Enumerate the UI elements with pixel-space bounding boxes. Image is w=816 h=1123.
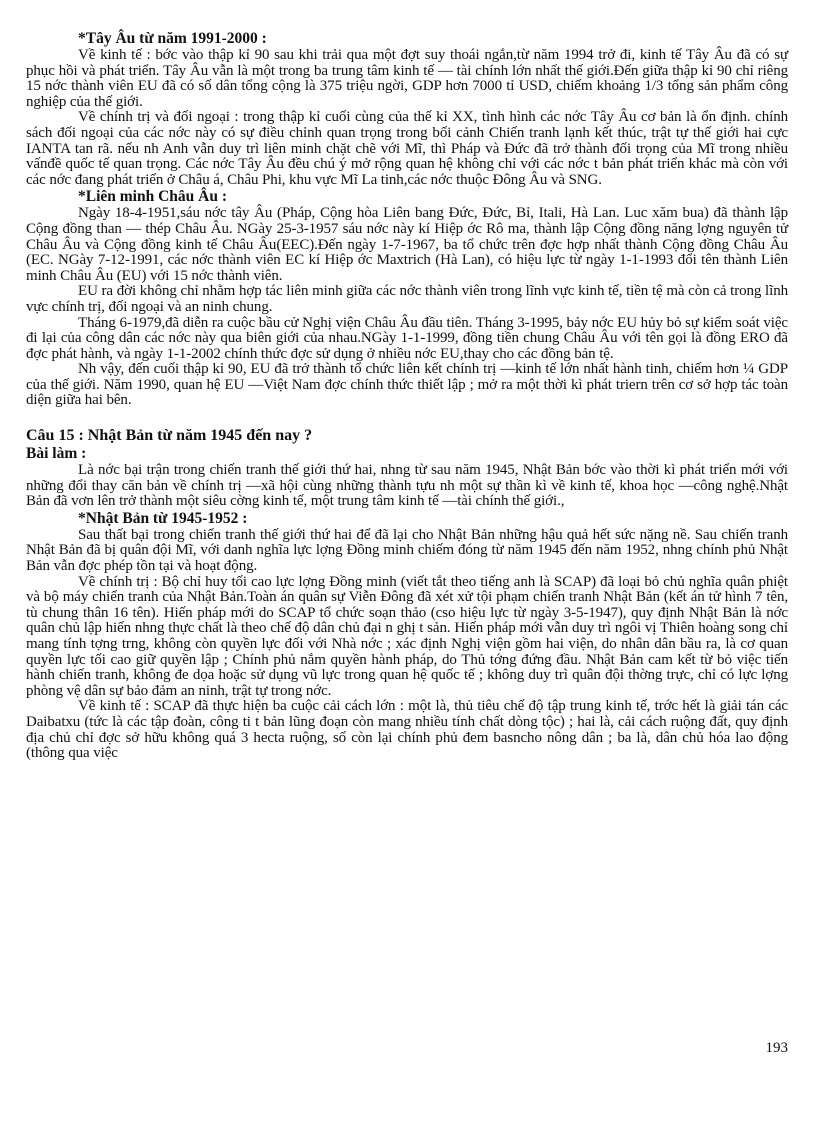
- question-title: Câu 15 : Nhật Bản từ năm 1945 đến nay ?: [26, 427, 313, 445]
- paragraph: Tháng 6-1979,đã diễn ra cuộc bầu cử Nghị viện Châu Âu đầu tiên. Tháng 3-1995, bảy nớc EU hủy bỏ sự kiểm soát việc đi lại của công dân các nớc này qua biên giới của nhau.NGày 1-1-1999, đồng tiền chung Châu Âu với tên gọi là đồng ERO đã đợc phát hành, và ngày 1-1-2002 chính thức đợc sử dụng ở nhiều nớc EU,thay cho các đồng bản tệ.: [26, 314, 788, 362]
- section-heading-eu: *Liên minh Châu Âu :: [78, 188, 228, 206]
- section-heading-tay-au: *Tây Âu từ năm 1991-2000 :: [78, 30, 267, 47]
- paragraph: Về kinh tế : bớc vào thập kỉ 90 sau khi trải qua một đợt suy thoái ngắn,từ năm 1994 trở đi, kinh tế Tây Âu đã có sự phục hồi và phát triển. Tây Âu vẫn là một trong ba trung tâm kinh tế — tài chính lớn nhất thế giới.Đến giữa thập kỉ 90 chỉ riêng 15 nớc thành viên EU đã có số dân tổng cộng là 375 triệu ngời, GDP hơn 7000 tỉ USD, chiếm khoảng 1/3 tổng sản phẩm công nghiệp của thế giới.: [26, 47, 788, 110]
- paragraph: Về chính trị : Bộ chỉ huy tối cao lực lợng Đồng minh (viết tắt theo tiếng anh là SCAP) đã loại bỏ chủ nghĩa quân phiệt và bộ máy chiến tranh của Nhật Bản.Toàn án quân sự Viễn Đông đã xét xử tội phạm chiến tranh Nhật Bản (kết án tử hình 7 tên, tù chung thân 16 tên). Hiến pháp mới do SCAP tổ chức soạn thảo (cso hiệu lực từ ngày 3-5-1947), quy định Nhật Bản là nớc quân chủ lập hiến nhng thực chất là theo chế độ dân chủ đại n ghị t sản. Hiến pháp mới vẫn duy trì ngôi vị Thiên hoàng song chỉ mang tính tợng trng, không còn quyền lực đối với Nhà nớc ; xác định Nghị viện gồm hai viện, do nhân dân bầu ra, là cơ quan quyền lực tối cao giữ quyền lập ; Chính phủ nắm quyền hành pháp, do Thủ tớng đứng đầu. Nhật Bản cam kết từ bỏ việc tiến hành chiến tranh, không đe dọa hoặc sử dụng vũ lực trong quan hệ quốc tế ; không duy trì quân đội thờng trực, chỉ có lực lợng phòng vệ dân sự bảo đảm an ninh, trật tự trong nớc.: [26, 573, 788, 699]
- answer-label: Bài làm :: [26, 445, 87, 463]
- paragraph: Nh vậy, đến cuối thập kỉ 90, EU đã trở thành tổ chức liên kết chính trị —kinh tế lớn nhất hành tinh, chiếm hơn ¼ GDP của thế giới. Năm 1990, quan hệ EU —Việt Nam đợc chính thức thiết lập ; mở ra một thời kì phát triern trên cơ sở hợp tác toàn diện giữa hai bên.: [26, 361, 788, 409]
- paragraph: Về kinh tế : SCAP đã thực hiện ba cuộc cải cách lớn : một là, thủ tiêu chế độ tập trung kinh tế, trớc hết là giải tán các Daibatxu (tức là các tập đoàn, công ti t bản lũng đoạn còn mang nhiều tính chất dòng tộc) ; hai là, cải cách ruộng đất, quy định địa chủ chỉ đợc sở hữu không quá 3 hecta ruộng, số còn lại chính phủ đem basncho nông dân ; ba là, dân chủ hóa lao động (thông qua việc: [26, 698, 788, 762]
- page-number: 193: [765, 1040, 788, 1056]
- section-heading-japan-1945-1952: *Nhật Bản từ 1945-1952 :: [78, 509, 248, 527]
- paragraph: EU ra đời không chỉ nhằm hợp tác liên minh giữa các nớc thành viên trong lĩnh vực kinh tế, tiền tệ mà còn cả trong lĩnh vực chính trị, đối ngoại và an ninh chung.: [26, 283, 788, 315]
- paragraph: Sau thất bại trong chiến tranh thế giới thứ hai để đã lại cho Nhật Bản những hậu quả hết sức nặng nề. Sau chiến tranh Nhật Bản đã bị quân đội Mĩ, với danh nghĩa lực lợng Đồng minh chiếm đóng từ năm 1945 đến năm 1952, nhng chính phủ Nhật Bản vẫn đợc phép tồn tại và hoạt động.: [26, 526, 788, 575]
- intro-paragraph: Là nớc bại trận trong chiến tranh thế giới thứ hai, nhng từ sau năm 1945, Nhật Bản bớc vào thời kì phát triển mới với những đổi thay căn bản về chính trị —xã hội cùng những thành tựu nh một sự thần kì về kinh tế, khoa học —công nghệ.Nhật Bản đã vơn lên trở thành một siêu cờng kinh tế, một trung tâm kinh tế —tài chính thế giới.,: [26, 462, 788, 510]
- paragraph: Ngày 18-4-1951,sáu nớc tây Âu (Pháp, Cộng hòa Liên bang Đức, Đức, Bỉ, Itali, Hà Lan. Luc xăm bua) đã thành lập Cộng đồng than — thép Châu Âu. NGày 25-3-1957 sáu nớc này kí Hiệp ớc Rô ma, thành lập Cộng đồng năng lợng nguyên tử Châu Âu và Cộng đồng kinh tế Châu Âu(EEC).Đến ngày 1-7-1967, ba tổ chức trên đợc hợp nhất thành Cộng đồng Châu Âu (EC. NGày 7-12-1991, các nớc thành viên EC kí Hiệp ớc Maxtrich (Hà Lan), có hiệu lực từ ngày 1-1-1993 đổi tên thành Liên minh Châu Âu (EU) với 15 nớc thành viên.: [26, 205, 788, 284]
- paragraph: Về chính trị và đối ngoại : trong thập kỉ cuối cùng của thế kỉ XX, tình hình các nớc Tây Âu cơ bản là ổn định. chính sách đối ngoại của các nớc này có sự điều chỉnh quan trọng trong bối cảnh Chiến tranh lạnh kết thúc, trật tự thế giới hai cực IANTA tan rã. nếu nh Anh vẫn duy trì liên minh chặt chẽ với Mĩ, thì Pháp và Đức đã trở thành đối trọng của Mĩ trong nhiều vấnđề quốc tế quan trọng. Các nớc Tây Âu đều chú ý mở rộng quan hệ không chỉ với các nớc t bản phát triển khác mà còn với các nớc đang phát triển ở Châu á, Châu Phi, khu vực Mĩ La tinh,các nớc thuộc Đông Âu và SNG.: [26, 109, 788, 188]
